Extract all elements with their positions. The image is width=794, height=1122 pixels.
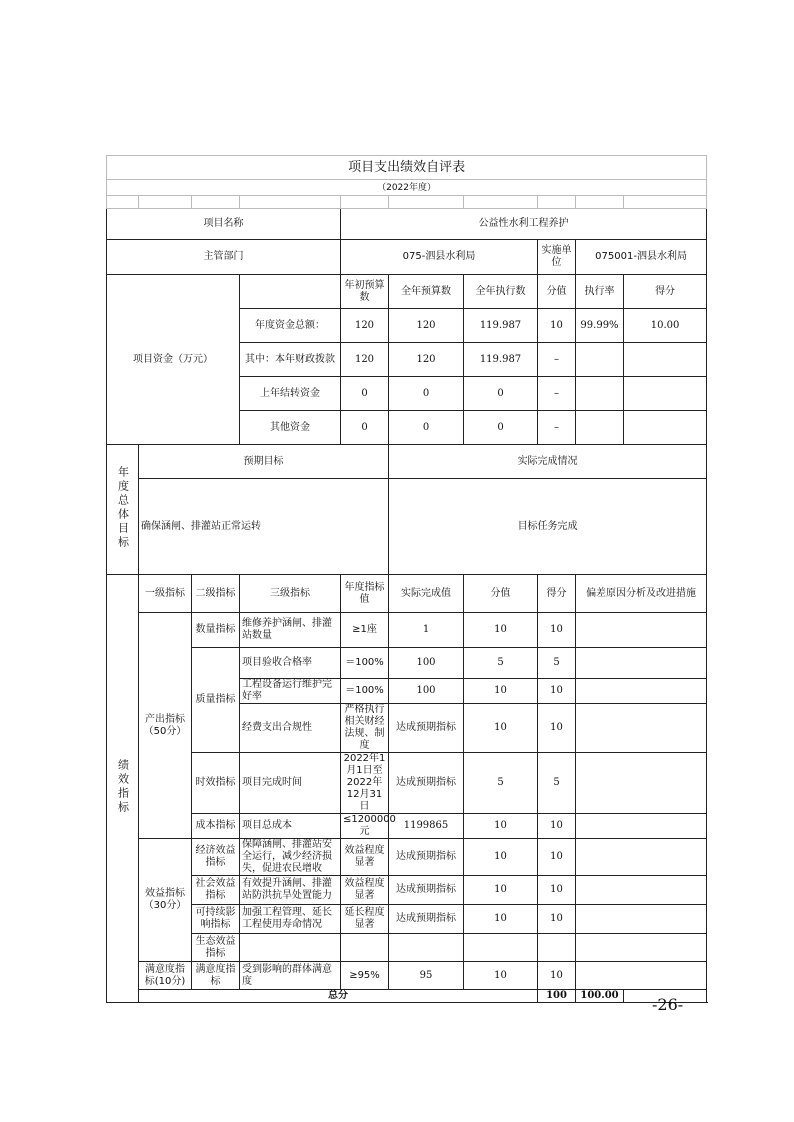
form-title: 项目支出绩效自评表 bbox=[107, 156, 707, 180]
indicator-actual: 达成预期指标 bbox=[389, 876, 464, 905]
indicator-target: 2022年1月1日至2022年12月31日 bbox=[341, 753, 389, 814]
indicator-actual: 达成预期指标 bbox=[389, 839, 464, 876]
indicator-target: 效益程度显著 bbox=[341, 839, 389, 876]
funds-cell: 0 bbox=[464, 377, 538, 411]
funds-cell: 120 bbox=[341, 309, 389, 343]
indicator-name: 项目验收合格率 bbox=[240, 648, 341, 679]
indicator-score bbox=[538, 934, 576, 962]
benefit-sub-label: 社会效益指标 bbox=[192, 876, 240, 905]
indicator-name: 项目总成本 bbox=[240, 814, 341, 839]
perf-header: 实际完成值 bbox=[389, 575, 464, 613]
timeliness-label: 时效指标 bbox=[192, 753, 240, 814]
funds-cell: – bbox=[538, 411, 576, 445]
project-name-label: 项目名称 bbox=[107, 209, 341, 240]
indicator-actual bbox=[389, 934, 464, 962]
indicator-actual: 1 bbox=[389, 613, 464, 648]
indicator-name: 项目完成时间 bbox=[240, 753, 341, 814]
indicator-weight: 10 bbox=[464, 704, 538, 753]
quality-label: 质量指标 bbox=[192, 648, 240, 753]
evaluation-table bbox=[106, 155, 707, 1003]
indicator-name: 受到影响的群体满意度 bbox=[240, 962, 341, 990]
indicator-name bbox=[240, 934, 341, 962]
perf-header: 分值 bbox=[464, 575, 538, 613]
indicator-target: ≤1200000元 bbox=[341, 814, 389, 839]
funds-cell: – bbox=[538, 343, 576, 377]
indicator-target: ≥95% bbox=[341, 962, 389, 990]
funds-cell: 0 bbox=[341, 377, 389, 411]
indicator-weight: 5 bbox=[464, 753, 538, 814]
goals-label: 年度总体目标 bbox=[107, 445, 139, 575]
funds-cell: – bbox=[538, 377, 576, 411]
funds-cell: 10.00 bbox=[624, 309, 707, 343]
satisfaction-label: 满意度指标(10分) bbox=[139, 962, 192, 990]
indicator-target: 延长程度显著 bbox=[341, 905, 389, 934]
funds-row-label: 上年结转资金 bbox=[240, 377, 341, 411]
indicator-name: 保障涵闸、排灌站安全运行，减少经济损失，促进农民增收 bbox=[240, 839, 341, 876]
perf-header: 偏差原因分析及改进措施 bbox=[576, 575, 707, 613]
indicator-actual: 达成预期指标 bbox=[389, 704, 464, 753]
indicator-name: 工程设备运行维护完好率 bbox=[240, 679, 341, 704]
indicator-score: 10 bbox=[538, 876, 576, 905]
indicator-weight: 5 bbox=[464, 648, 538, 679]
benefit-sub-label: 经济效益指标 bbox=[192, 839, 240, 876]
funds-row-label: 其他资金 bbox=[240, 411, 341, 445]
funds-cell bbox=[576, 377, 624, 411]
total-score: 100.00 bbox=[576, 990, 624, 1003]
funds-cell: 120 bbox=[389, 309, 464, 343]
funds-cell bbox=[576, 343, 624, 377]
perf-header: 年度指标值 bbox=[341, 575, 389, 613]
indicator-score: 10 bbox=[538, 613, 576, 648]
year-label: （2022年度） bbox=[107, 180, 707, 196]
expected-goal-header: 预期目标 bbox=[139, 445, 389, 479]
indicator-weight: 10 bbox=[464, 905, 538, 934]
total-weight: 100 bbox=[538, 990, 576, 1003]
indicator-score: 10 bbox=[538, 679, 576, 704]
actual-goal: 目标任务完成 bbox=[389, 479, 707, 575]
output-label: 产出指标（50分） bbox=[139, 613, 192, 839]
indicator-score: 10 bbox=[538, 704, 576, 753]
funds-cell bbox=[624, 343, 707, 377]
funds-cell: 120 bbox=[389, 343, 464, 377]
quantity-label: 数量指标 bbox=[192, 613, 240, 648]
indicator-weight bbox=[464, 934, 538, 962]
benefit-label: 效益指标（30分） bbox=[139, 839, 192, 962]
funds-cell: 0 bbox=[464, 411, 538, 445]
unit-value: 075001-泗县水利局 bbox=[576, 240, 707, 275]
indicator-actual: 达成预期指标 bbox=[389, 753, 464, 814]
indicator-weight: 10 bbox=[464, 876, 538, 905]
funds-row-label: 年度资金总额： bbox=[240, 309, 341, 343]
funds-cell: 0 bbox=[389, 377, 464, 411]
perf-header: 二级指标 bbox=[192, 575, 240, 613]
indicator-actual: 达成预期指标 bbox=[389, 905, 464, 934]
benefit-sub-label: 生态效益指标 bbox=[192, 934, 240, 962]
indicator-actual: 100 bbox=[389, 648, 464, 679]
total-label: 总分 bbox=[139, 990, 538, 1003]
indicator-actual: 100 bbox=[389, 679, 464, 704]
funds-label: 项目资金（万元） bbox=[107, 275, 240, 445]
funds-header: 年初预算数 bbox=[341, 275, 389, 309]
unit-label: 实施单位 bbox=[538, 240, 576, 275]
funds-header: 分值 bbox=[538, 275, 576, 309]
indicator-target bbox=[341, 934, 389, 962]
satisfaction-sub-label: 满意度指标 bbox=[192, 962, 240, 990]
indicator-name: 加强工程管理、延长工程使用寿命情况 bbox=[240, 905, 341, 934]
indicator-actual: 95 bbox=[389, 962, 464, 990]
indicator-target: ≥1座 bbox=[341, 613, 389, 648]
funds-cell: 120 bbox=[341, 343, 389, 377]
indicator-weight: 10 bbox=[464, 962, 538, 990]
funds-cell: 119.987 bbox=[464, 309, 538, 343]
funds-cell bbox=[624, 377, 707, 411]
funds-cell: 99.99% bbox=[576, 309, 624, 343]
funds-cell bbox=[624, 411, 707, 445]
indicator-score: 5 bbox=[538, 753, 576, 814]
indicator-weight: 10 bbox=[464, 839, 538, 876]
indicator-score: 10 bbox=[538, 962, 576, 990]
performance-label: 绩效指标 bbox=[107, 575, 139, 1003]
indicator-target: 严格执行相关财经法规、制度 bbox=[341, 704, 389, 753]
indicator-weight: 10 bbox=[464, 613, 538, 648]
actual-goal-header: 实际完成情况 bbox=[389, 445, 707, 479]
indicator-weight: 10 bbox=[464, 679, 538, 704]
funds-header: 全年预算数 bbox=[389, 275, 464, 309]
funds-row-label: 其中：本年财政拨款 bbox=[240, 343, 341, 377]
indicator-name: 有效提升涵闸、排灌站防洪抗旱处置能力 bbox=[240, 876, 341, 905]
indicator-score: 10 bbox=[538, 905, 576, 934]
indicator-target: ＝100% bbox=[341, 648, 389, 679]
expected-goal: 确保涵闸、排灌站正常运转 bbox=[139, 479, 389, 575]
indicator-name: 经费支出合规性 bbox=[240, 704, 341, 753]
indicator-score: 10 bbox=[538, 814, 576, 839]
funds-header: 全年执行数 bbox=[464, 275, 538, 309]
funds-cell: 0 bbox=[389, 411, 464, 445]
funds-cell: 119.987 bbox=[464, 343, 538, 377]
perf-header: 得分 bbox=[538, 575, 576, 613]
page-number: -26- bbox=[652, 995, 684, 1014]
dept-label: 主管部门 bbox=[107, 240, 341, 275]
funds-header: 得分 bbox=[624, 275, 707, 309]
indicator-score: 5 bbox=[538, 648, 576, 679]
self-evaluation-form bbox=[106, 155, 706, 1003]
indicator-weight: 10 bbox=[464, 814, 538, 839]
indicator-actual: 1199865 bbox=[389, 814, 464, 839]
indicator-target: 效益程度显著 bbox=[341, 876, 389, 905]
benefit-sub-label: 可持续影响指标 bbox=[192, 905, 240, 934]
indicator-name: 维修养护涵闸、排灌站数量 bbox=[240, 613, 341, 648]
dept-value: 075-泗县水利局 bbox=[341, 240, 538, 275]
perf-header: 一级指标 bbox=[139, 575, 192, 613]
indicator-score: 10 bbox=[538, 839, 576, 876]
cost-label: 成本指标 bbox=[192, 814, 240, 839]
funds-cell: 0 bbox=[341, 411, 389, 445]
project-name: 公益性水利工程养护 bbox=[341, 209, 707, 240]
funds-header: 执行率 bbox=[576, 275, 624, 309]
funds-cell bbox=[576, 411, 624, 445]
indicator-target: ＝100% bbox=[341, 679, 389, 704]
perf-header: 三级指标 bbox=[240, 575, 341, 613]
funds-cell: 10 bbox=[538, 309, 576, 343]
